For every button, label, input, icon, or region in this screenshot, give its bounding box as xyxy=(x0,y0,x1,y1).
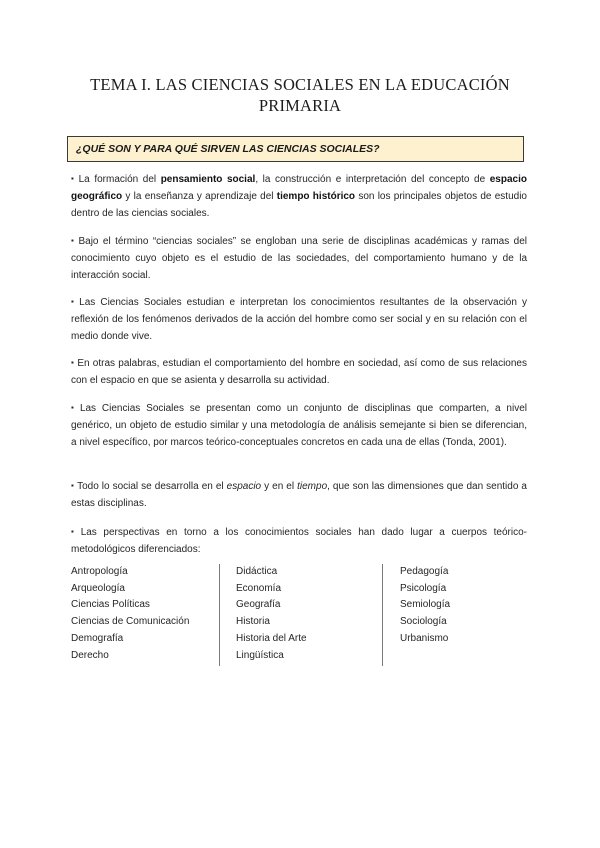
bullet-icon: ▪ xyxy=(71,527,78,536)
paragraph-7 xyxy=(71,524,527,558)
discipline-item: Psicología xyxy=(400,582,447,594)
p1-bold-3: tiempo histórico xyxy=(276,191,356,202)
p1-bold-1: pensamiento social xyxy=(160,174,256,185)
title-line-2: PRIMARIA xyxy=(258,96,342,115)
p6-text-3: , que son las dimensiones que dan sentido a estas disciplinas. xyxy=(71,481,527,509)
p1-text-1: La formación del xyxy=(78,174,161,185)
discipline-item: Semiología xyxy=(400,599,451,611)
p6-italic-2: tiempo xyxy=(297,481,328,492)
discipline-item: Ciencias de Comunicación xyxy=(71,616,190,628)
discipline-item: Derecho xyxy=(71,649,109,661)
discipline-item: Sociología xyxy=(400,616,447,628)
column-divider xyxy=(219,564,220,666)
p4-text: En otras palabras, estudian el comportamiento del hombre en sociedad, así como de sus relaciones con el espacio en que se asienta y desarrolla su actividad. xyxy=(71,358,527,386)
page-title xyxy=(60,74,540,116)
discipline-item: Historia xyxy=(236,616,270,628)
paragraph-3 xyxy=(71,294,527,345)
paragraph-2 xyxy=(71,233,527,284)
p2-text: Bajo el término “ciencias sociales” se engloban una serie de disciplinas académicas y ramas del conocimiento cuyo objeto es el estudio de las sociedades, del comportamiento humano y de la interacción social. xyxy=(71,236,527,281)
paragraph-5 xyxy=(71,400,527,451)
discipline-item: Urbanismo xyxy=(400,632,449,644)
p1-text-3: y la enseñanza y aprendizaje del xyxy=(122,191,277,202)
bullet-icon: ▪ xyxy=(71,403,77,412)
bullet-icon: ▪ xyxy=(71,236,76,245)
discipline-item: Lingüística xyxy=(236,649,284,661)
paragraph-6 xyxy=(71,478,527,512)
discipline-item: Historia del Arte xyxy=(236,632,307,644)
discipline-item: Arqueología xyxy=(71,582,125,594)
bullet-icon: ▪ xyxy=(71,481,75,490)
p1-text-2: , la construcción e interpretación del concepto de xyxy=(255,174,490,185)
column-divider xyxy=(382,564,383,666)
bullet-icon: ▪ xyxy=(71,358,75,367)
p1-bold-2: espacio geográfico xyxy=(71,174,527,202)
disciplines-column-3 xyxy=(400,564,450,648)
paragraph-1 xyxy=(71,171,527,222)
discipline-item: Ciencias Políticas xyxy=(71,599,150,611)
p6-text-1: Todo lo social se desarrolla en el xyxy=(77,481,227,492)
discipline-item: Geografía xyxy=(236,599,281,611)
discipline-item: Antropología xyxy=(71,566,128,577)
disciplines-column-1 xyxy=(71,564,189,664)
paragraph-4 xyxy=(71,355,527,389)
section-heading: ¿QUÉ SON Y PARA QUÉ SIRVEN LAS CIENCIAS SOCIALES? xyxy=(76,143,380,155)
discipline-item: Didáctica xyxy=(236,566,278,577)
discipline-item: Pedagogía xyxy=(400,566,449,577)
title-line-1: TEMA I. LAS CIENCIAS SOCIALES EN LA EDUCACIÓN xyxy=(90,75,510,94)
discipline-item: Economía xyxy=(236,582,282,594)
disciplines-column-2 xyxy=(236,564,307,664)
bullet-icon: ▪ xyxy=(71,174,76,183)
p7-text: Las perspectivas en torno a los conocimientos sociales han dado lugar a cuerpos teórico-metodológicos diferenciados: xyxy=(71,527,527,555)
section-heading-box xyxy=(67,136,524,162)
p6-italic-1: espacio xyxy=(226,481,262,492)
bullet-icon: ▪ xyxy=(71,297,77,306)
discipline-item: Demografía xyxy=(71,632,124,644)
p6-text-2: y en el xyxy=(261,481,298,492)
p5-text: Las Ciencias Sociales se presentan como un conjunto de disciplinas que comparten, a nivel genérico, un objeto de estudio similar y una metodología de análisis semejante si bien se diferencian, a nivel específico, por marcos teórico-conceptuales concretos en cada una de ellas (Tonda, 2001). xyxy=(71,403,528,448)
p3-text: Las Ciencias Sociales estudian e interpretan los conocimientos resultantes de la observación y reflexión de los fenómenos derivados de la acción del hombre como ser social y en su relación con el medio donde vive. xyxy=(71,297,527,342)
p1-text-4: son los principales objetos de estudio dentro de las ciencias sociales. xyxy=(71,191,527,219)
